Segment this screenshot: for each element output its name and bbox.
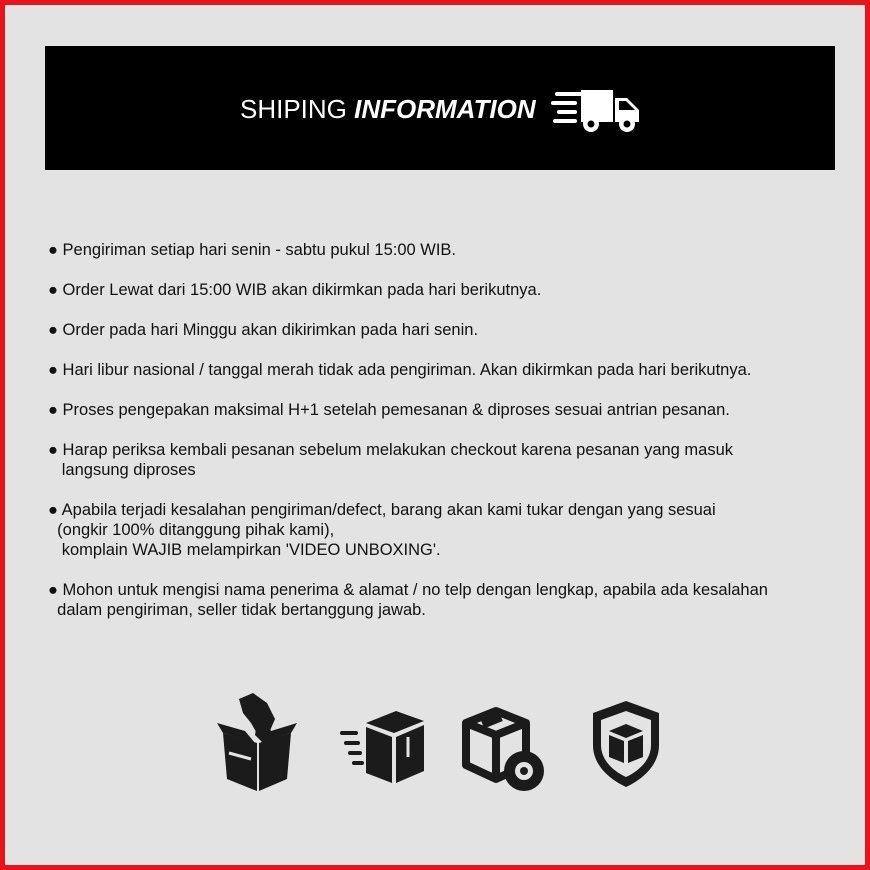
delivery-truck-icon	[551, 86, 641, 134]
banner-title-regular: SHIPING	[240, 94, 355, 124]
banner-title	[240, 94, 536, 124]
rule-item: ● Proses pengepakan maksimal H+1 setelah pemesanan & diproses sesuai antrian pesanan.	[48, 401, 730, 419]
rule-item: ● Harap periksa kembali pesanan sebelum melakukan checkout karena pesanan yang masuk langsung diproses	[48, 441, 734, 479]
unboxing-icon	[215, 693, 300, 793]
banner-title-bold: INFORMATION	[354, 94, 536, 124]
footer-icon-row	[5, 693, 870, 803]
rule-item: ● Mohon untuk mengisi nama penerima & alamat / no telp dengan lengkap, apabila ada kesalahan dalam pengiriman, seller tidak bertanggung jawab.	[48, 581, 768, 619]
shipping-rules-list	[48, 240, 848, 640]
rule-item: ● Order pada hari Minggu akan dikirimkan pada hari senin.	[48, 321, 479, 339]
packing-tape-box-icon	[460, 705, 548, 795]
fast-delivery-box-icon	[338, 707, 426, 787]
header-banner	[45, 46, 835, 170]
shield-box-icon	[589, 699, 663, 789]
rule-item: ● Pengiriman setiap hari senin - sabtu pukul 15:00 WIB.	[48, 241, 457, 259]
rule-item: ● Order Lewat dari 15:00 WIB akan dikirmkan pada hari berikutnya.	[48, 281, 542, 299]
rule-item: ● Hari libur nasional / tanggal merah tidak ada pengiriman. Akan dikirmkan pada hari berikutnya.	[48, 361, 752, 379]
rule-item: ● Apabila terjadi kesalahan pengiriman/defect, barang akan kami tukar dengan yang sesuai (ongkir 100% ditanggung pihak kami), komplain WAJIB melampirkan 'VIDEO UNBOXING'.	[48, 501, 716, 559]
